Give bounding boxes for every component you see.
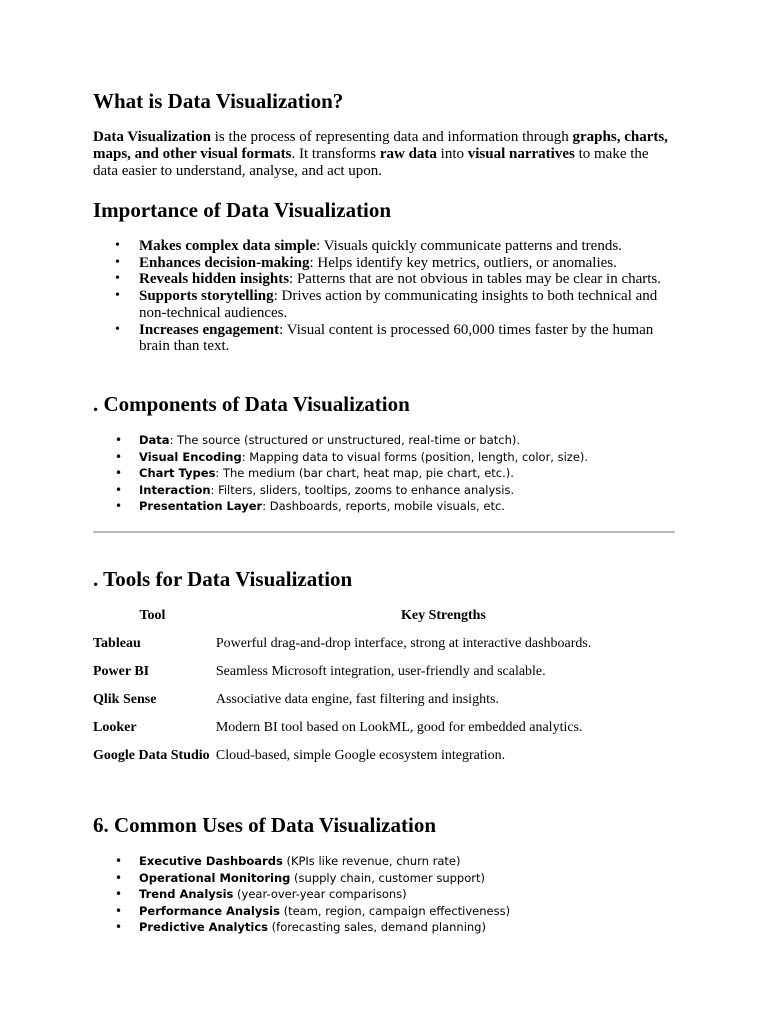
list-item [115, 288, 675, 321]
list-item [115, 903, 675, 920]
intro-segment: to make the data easier to understand, analyse, and act upon. [93, 146, 649, 179]
heading-components: . Components of Data Visualization [93, 392, 410, 416]
item-desc: : Drives action by communicating insights to both technical and non-technical audiences. [139, 288, 658, 321]
item-term: Executive Dashboards [139, 854, 283, 868]
intro-segment: graphs, charts, maps, and other visual formats [93, 129, 668, 162]
heading-common-uses: 6. Common Uses of Data Visualization [93, 813, 437, 837]
horizontal-divider [93, 531, 675, 533]
intro-segment: into [436, 146, 468, 162]
item-desc: : Mapping data to visual forms (position, length, color, size). [241, 449, 589, 464]
item-desc: : The source (structured or unstructured, real-time or batch). [169, 433, 521, 447]
tool-strength: Powerful drag-and-drop interface, strong at interactive dashboards. [215, 636, 592, 651]
item-desc: (KPIs like revenue, churn rate) [282, 854, 461, 868]
item-term: Supports storytelling [139, 288, 274, 305]
intro-paragraph [93, 129, 675, 180]
item-desc: (year-over-year comparisons) [233, 887, 407, 901]
intro-segment: . It transforms [291, 146, 380, 162]
list-item [115, 482, 675, 499]
table-row [91, 630, 673, 658]
list-item [115, 853, 675, 870]
tool-name: Looker [93, 720, 137, 735]
item-term: Increases engagement [139, 321, 280, 338]
column-header-key-strengths: Key Strengths [400, 608, 486, 623]
item-term: Enhances decision-making [139, 254, 310, 271]
list-item [115, 498, 675, 515]
list-item [115, 322, 675, 355]
heading-what-is-data-visualization: What is Data Visualization? [93, 89, 344, 113]
list-item [115, 870, 675, 887]
tool-strength: Associative data engine, fast filtering and insights. [215, 692, 499, 707]
item-term: Trend Analysis [139, 887, 234, 901]
item-term: Data [139, 433, 170, 447]
item-desc: (supply chain, customer support) [290, 870, 485, 885]
table-row [91, 742, 673, 770]
item-term: Predictive Analytics [139, 920, 269, 934]
heading-tools: . Tools for Data Visualization [93, 567, 353, 591]
list-item [115, 271, 675, 288]
table-row [91, 714, 673, 742]
tool-strength: Seamless Microsoft integration, user-friendly and scalable. [215, 664, 546, 679]
item-term: Operational Monitoring [139, 870, 291, 885]
column-header-tool: Tool [139, 608, 166, 623]
importance-list [115, 238, 675, 355]
item-term: Visual Encoding [139, 449, 242, 464]
intro-segment: is the process of representing data and information through [210, 129, 573, 145]
tool-name: Power BI [93, 664, 150, 679]
list-item [115, 255, 675, 272]
item-desc: : Filters, sliders, tooltips, zooms to enhance analysis. [210, 482, 515, 497]
item-desc: (forecasting sales, demand planning) [268, 920, 486, 934]
tool-strength: Cloud-based, simple Google ecosystem integration. [215, 748, 506, 763]
uses-list [115, 853, 675, 936]
table-row [91, 686, 673, 714]
item-desc: : Dashboards, reports, mobile visuals, etc. [262, 499, 505, 513]
tool-name: Qlik Sense [93, 692, 157, 707]
heading-importance: Importance of Data Visualization [93, 198, 392, 222]
item-term: Reveals hidden insights [139, 271, 290, 288]
item-term: Chart Types [139, 466, 216, 480]
item-desc: : Patterns that are not obvious in tables may be clear in charts. [289, 271, 662, 288]
item-desc: (team, region, campaign effectiveness) [279, 903, 511, 918]
list-item [115, 465, 675, 482]
item-term: Performance Analysis [139, 903, 280, 918]
tool-name: Tableau [93, 636, 141, 651]
item-desc: : Visual content is processed 60,000 times faster by the human brain than text. [139, 321, 654, 355]
item-desc: : The medium (bar chart, heat map, pie chart, etc.). [215, 466, 514, 480]
intro-segment: raw data [379, 146, 437, 162]
list-item [115, 238, 675, 255]
tools-table [91, 602, 673, 770]
item-term: Presentation Layer [139, 499, 263, 513]
table-row [91, 658, 673, 686]
item-term: Makes complex data simple [139, 238, 317, 254]
item-term: Interaction [139, 482, 211, 497]
tool-strength: Modern BI tool based on LookML, good for embedded analytics. [215, 720, 583, 735]
table-header-row [91, 602, 673, 630]
list-item [115, 449, 675, 466]
intro-segment: Data Visualization [93, 129, 211, 145]
list-item [115, 886, 675, 903]
intro-segment: visual narratives [467, 146, 575, 162]
list-item [115, 919, 675, 936]
list-item [115, 432, 675, 449]
components-list [115, 432, 675, 515]
tool-name: Google Data Studio [93, 748, 210, 763]
item-desc: : Helps identify key metrics, outliers, or anomalies. [309, 254, 617, 271]
item-desc: : Visuals quickly communicate patterns and trends. [316, 238, 622, 254]
